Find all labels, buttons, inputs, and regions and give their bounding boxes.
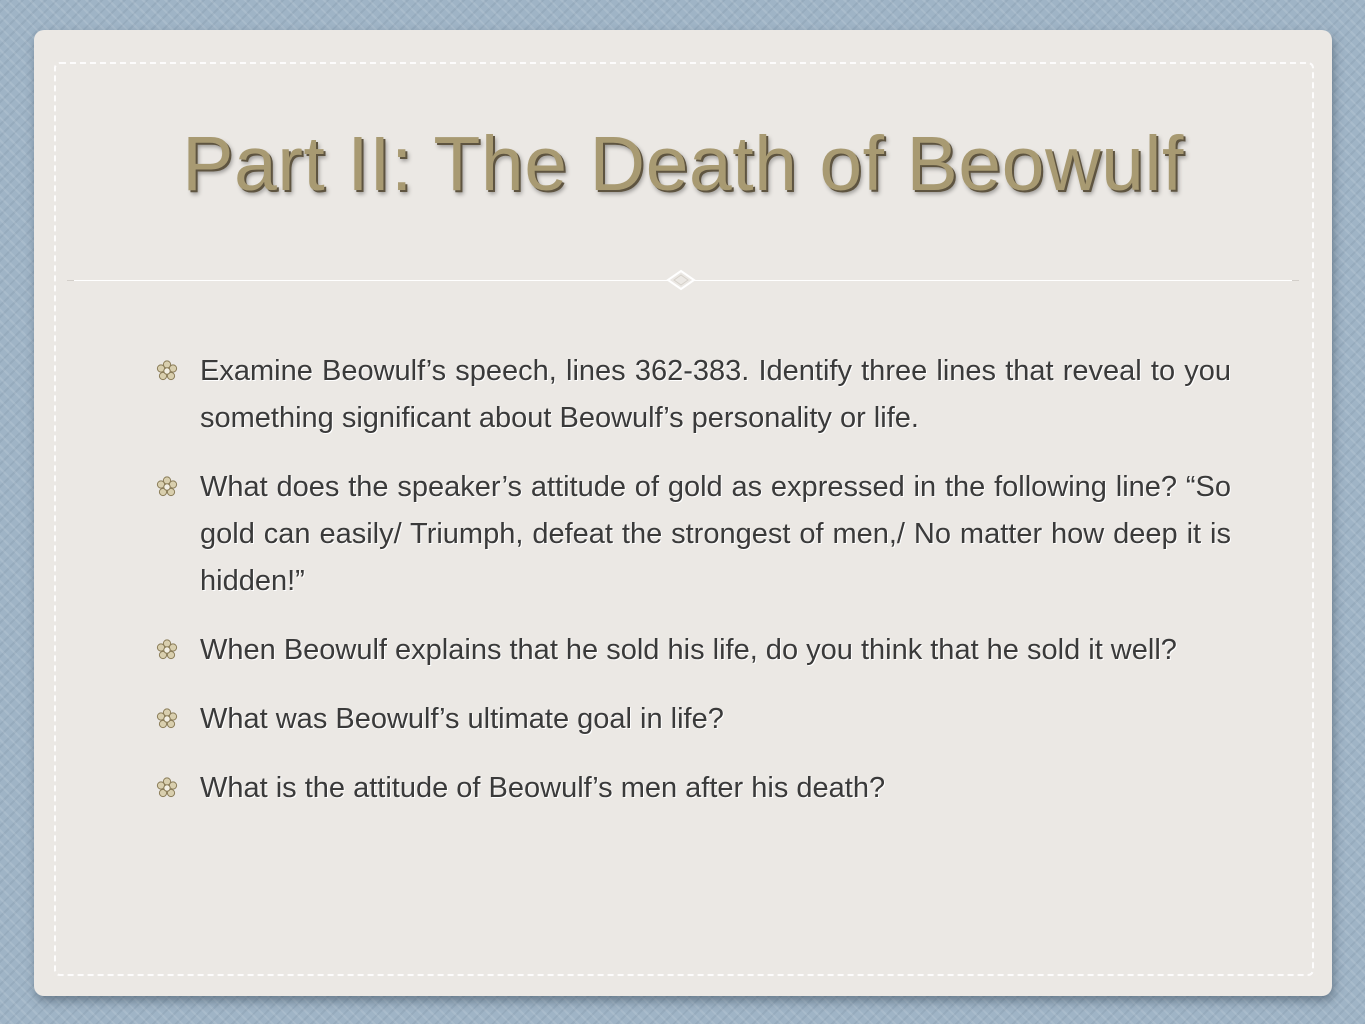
divider-ornament-icon (666, 268, 696, 292)
bullet-item (146, 627, 1231, 674)
slide-title: Part II: The Death of Beowulf (182, 121, 1184, 207)
bullet-list (146, 348, 1231, 834)
bullet-text: When Beowulf explains that he sold his life, do you think that he sold it well? (200, 634, 1177, 666)
bullet-item (146, 765, 1231, 812)
slide-card (34, 30, 1332, 996)
bullet-text: What does the speaker’s attitude of gold as expressed in the following line? “So gold can easily/ Triumph, defeat the strongest of men,/ No matter how deep it is hidden!” (200, 471, 1231, 597)
flower-icon (156, 476, 178, 498)
bullet-item (146, 696, 1231, 743)
bullet-text: What was Beowulf’s ultimate goal in life? (200, 703, 724, 735)
flower-icon (156, 639, 178, 661)
flower-icon (156, 360, 178, 382)
bullet-item (146, 348, 1231, 442)
bullet-item (146, 464, 1231, 605)
flower-icon (156, 777, 178, 799)
flower-icon (156, 708, 178, 730)
bullet-text: Examine Beowulf’s speech, lines 362-383. Identify three lines that reveal to you something significant about Beowulf’s personality or life. (200, 355, 1231, 434)
bullet-text: What is the attitude of Beowulf’s men after his death? (200, 772, 886, 804)
